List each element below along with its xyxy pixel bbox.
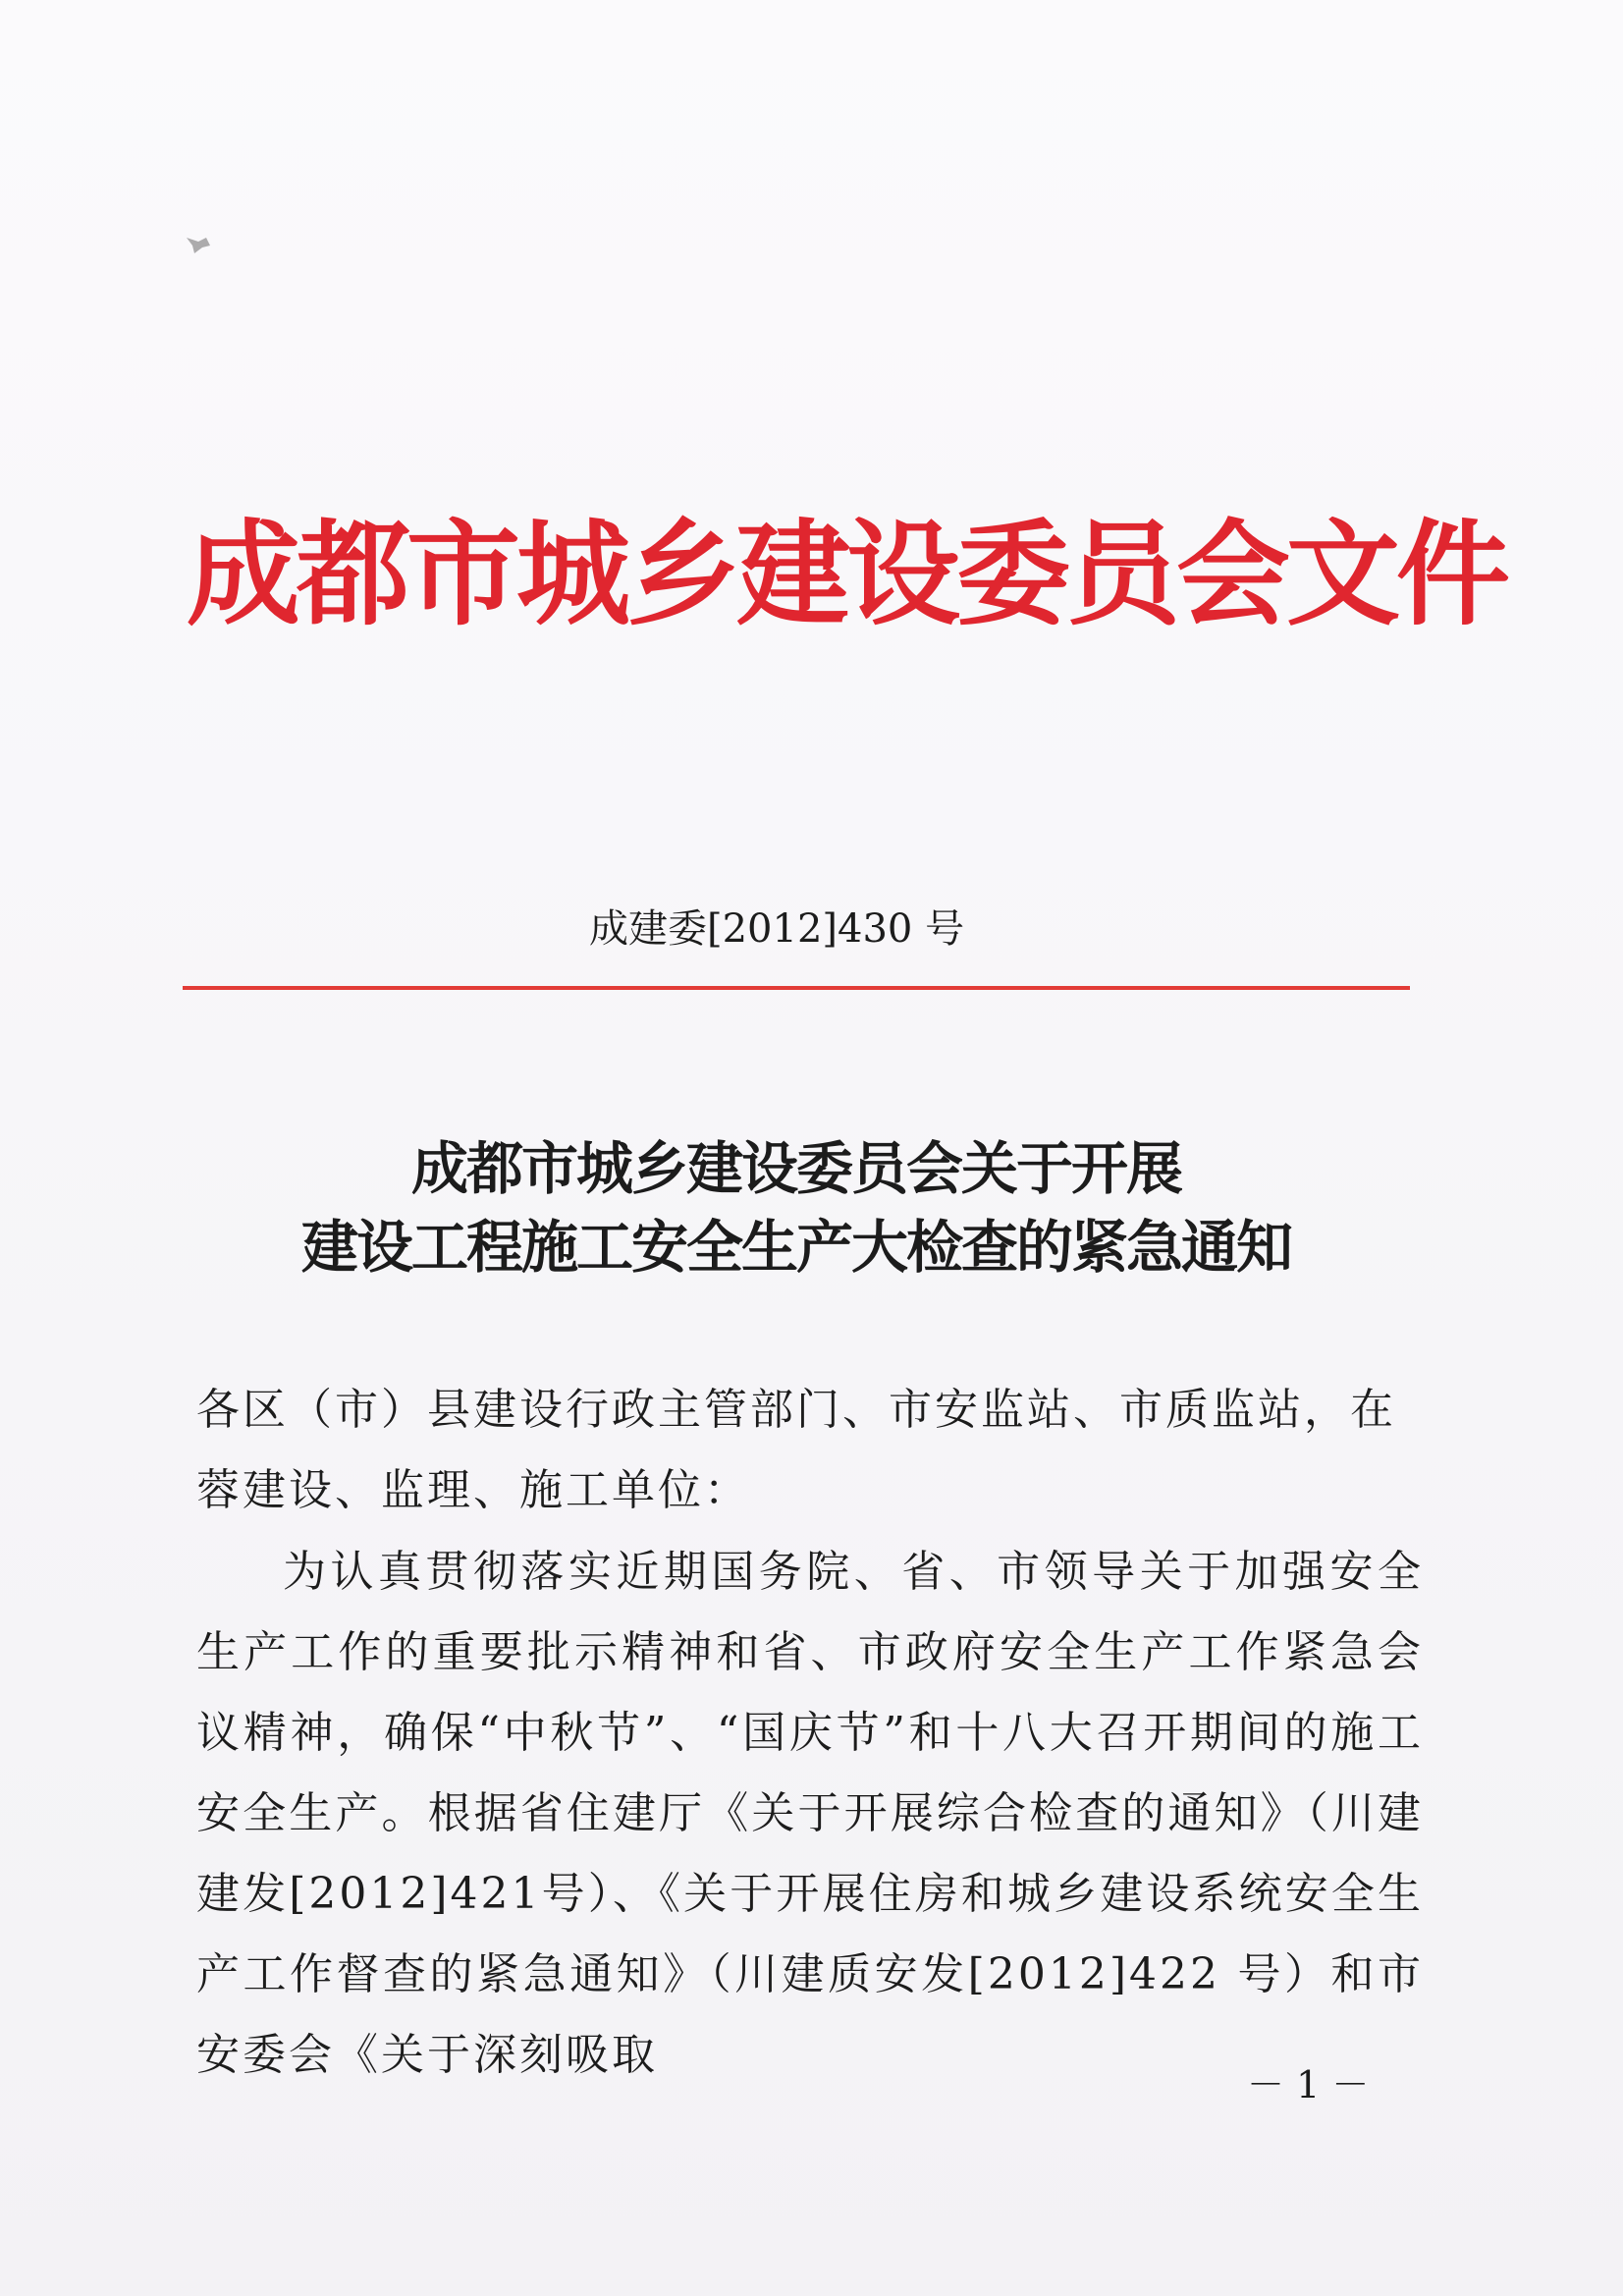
- page-number: － 1 －: [1247, 2063, 1370, 2106]
- body-paragraph: 为认真贯彻落实近期国务院、省、市领导关于加强安全生产工作的重要批示精神和省、市政府安全生产工作紧急会议精神，确保“中秋节”、“国庆节”和十八大召开期间的施工安全生产。根据省住建厅《关于开展综合检查的通知》（川建建发[2012]421号）、《关于开展住房和城乡建设系统安全生产工作督查的紧急通知》（川建质安发[2012]422 号）和市安委会《关于深刻吸取: [196, 1547, 1424, 2080]
- notice-title: [183, 1129, 1410, 1286]
- notice-title-line-2: 建设工程施工安全生产大检查的紧急通知: [300, 1214, 1291, 1281]
- issuer-document-title: 成都市城乡建设委员会文件: [187, 508, 1506, 641]
- notice-title-line-1: 成都市城乡建设委员会关于开展: [410, 1135, 1181, 1202]
- addressee-paragraph: 各区（市）县建设行政主管部门、市安监站、市质监站，在蓉建设、监理、施工单位：: [196, 1385, 1396, 1515]
- red-separator-line: [183, 986, 1410, 990]
- document-number: 成建委[2012]430 号: [589, 906, 965, 952]
- scan-speck: [185, 234, 214, 255]
